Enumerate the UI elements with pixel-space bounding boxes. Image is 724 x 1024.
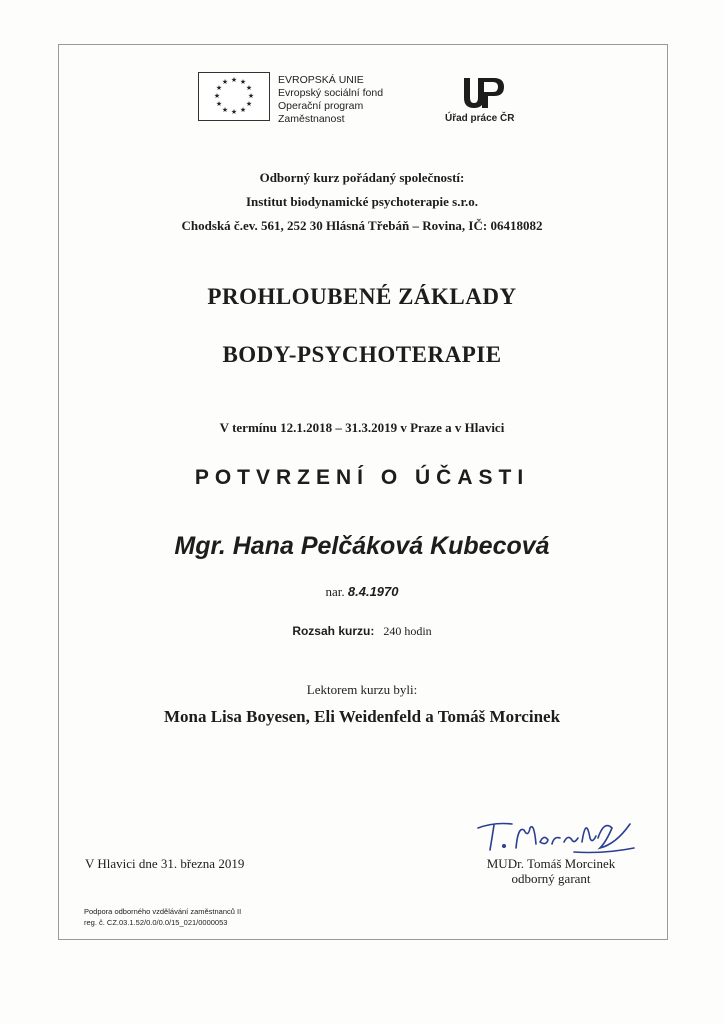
svg-text:★: ★ [215, 84, 223, 92]
signer-block [466, 856, 636, 886]
lecturers-label: Lektorem kurzu byli: [306, 682, 418, 697]
svg-text:★: ★ [213, 92, 221, 100]
svg-text:★: ★ [221, 78, 229, 86]
svg-text:★: ★ [247, 92, 255, 100]
lecturers-names: Mona Lisa Boyesen, Eli Weidenfeld a Tomáš Morcinek [163, 707, 561, 726]
svg-text:★: ★ [239, 106, 247, 114]
organizer-intro: Odborný kurz pořádaný společností: [259, 170, 465, 185]
signer-name: MUDr. Tomáš Morcinek [486, 856, 616, 871]
course-scope [0, 624, 724, 639]
svg-text:★: ★ [239, 78, 247, 86]
eu-title: EVROPSKÁ UNIE [278, 74, 364, 86]
eu-fund: Evropský sociální fond [278, 87, 384, 99]
svg-text:★: ★ [215, 100, 223, 108]
footer-line1: Podpora odborného vzdělávání zaměstnanců II [84, 907, 242, 916]
svg-text:★: ★ [245, 84, 253, 92]
course-term: V termínu 12.1.2018 – 31.3.2019 v Praze a v Hlavici [219, 420, 505, 435]
svg-text:★: ★ [230, 76, 238, 84]
urad-prace-caption: Úřad práce ČR [445, 113, 515, 124]
svg-text:★: ★ [221, 106, 229, 114]
scope-label: Rozsah kurzu: [292, 624, 375, 638]
scope-value: 240 hodin [383, 624, 432, 638]
participant-name: Mgr. Hana Pelčáková Kubecová [174, 532, 550, 560]
birth-label: nar. [325, 584, 345, 599]
organizer-name: Institut biodynamické psychoterapie s.r.o. [245, 194, 479, 209]
place-and-date: V Hlavici dne 31. března 2019 [85, 856, 245, 871]
footer-note [84, 906, 241, 928]
organizer-address: Chodská č.ev. 561, 252 30 Hlásná Třebáň – Rovina, IČ: 06418082 [181, 218, 543, 233]
eu-flag-icon [198, 72, 270, 121]
footer-line2: reg. č. CZ.03.1.52/0.0/0.0/15_021/0000053 [84, 918, 228, 927]
birth-date: 8.4.1970 [347, 584, 399, 599]
eu-logo-block [198, 72, 428, 125]
course-title-line2: BODY-PSYCHOTERAPIE [222, 342, 502, 367]
birth-date-line [0, 584, 724, 600]
course-title-line1: PROHLOUBENÉ ZÁKLADY [207, 284, 517, 309]
svg-text:★: ★ [230, 108, 238, 116]
confirmation-heading: POTVRZENÍ O ÚČASTI [194, 466, 530, 489]
eu-programme: Operační program Zaměstnanost [278, 100, 364, 125]
svg-text:★: ★ [245, 100, 253, 108]
signer-role: odborný garant [511, 871, 591, 886]
